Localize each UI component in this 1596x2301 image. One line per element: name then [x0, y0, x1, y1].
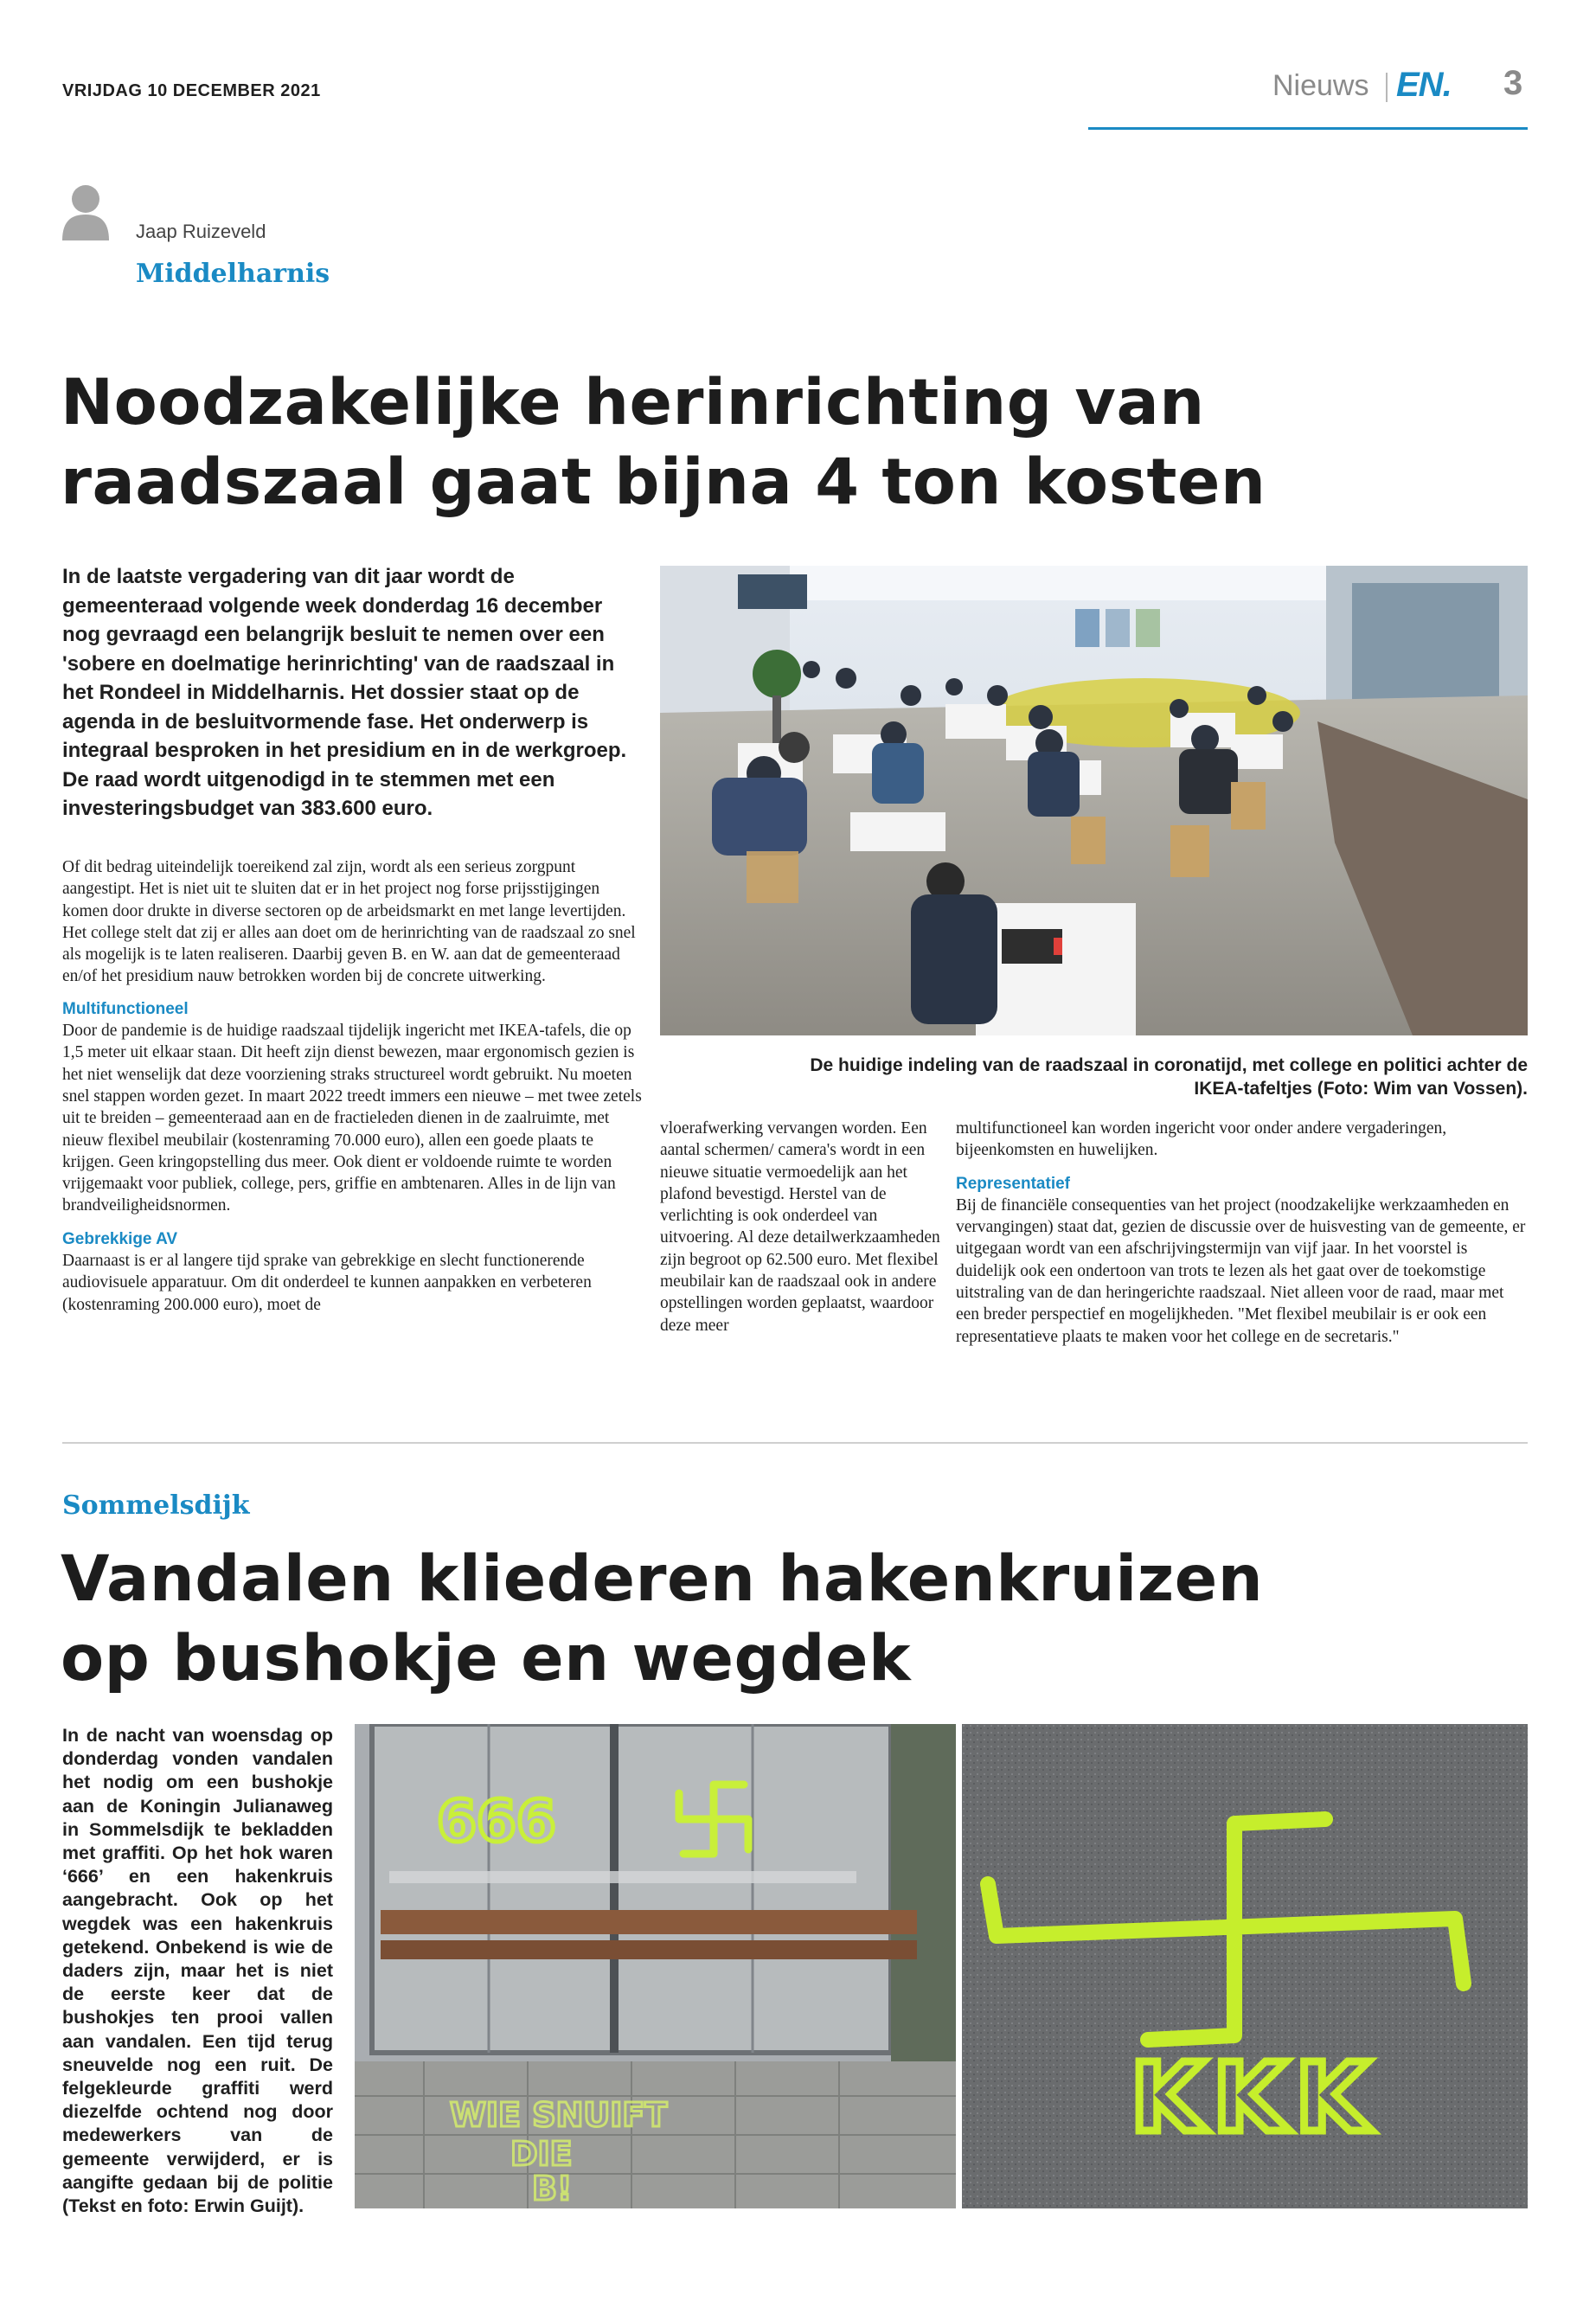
- body-paragraph: Bij de financiële consequenties van het project (noodzakelijke werkzaamheden en vervangingen) staat dat, gezien de discussie over de huisvesting van de gemeente, er uitgegaan wordt van een afschrijvingstermijn van vijf jaar. In het voorstel is duidelijk ook een ondertoon van trots te lezen als het gaat over de toekomstige uitstraling van de dan heringerichte raadszaal. Niet alleen voor de raad, maar met een breder perspectief en mogelijkheden. "Met flexibel meubilair is er ook een representatieve plaats te maken voor het college en de secretaris.": [956, 1195, 1526, 1346]
- graffiti-pavement-line: WIE SNUIFT: [450, 2096, 668, 2134]
- bus-shelter-photo: [355, 1724, 956, 2208]
- location-kicker: Sommelsdijk: [62, 1490, 250, 1521]
- body-column-1: [62, 856, 642, 1316]
- graffiti-kkk: KKK: [1131, 2042, 1378, 2153]
- subheading: Gebrekkige AV: [62, 1229, 178, 1248]
- section-divider: [1386, 73, 1388, 102]
- body-paragraph: Daarnaast is er al langere tijd sprake van gebrekkige en slecht functionerende audiovisuele apparatuur. Om dit onderdeel te kunnen aanpakken en verbeteren (kostenraming 200.000 euro), moet de: [62, 1252, 592, 1314]
- road-graffiti-photo: [962, 1724, 1528, 2208]
- author-name: Jaap Ruizeveld: [136, 221, 266, 242]
- newspaper-logo: EN.: [1396, 66, 1452, 104]
- issue-date: VRIJDAG 10 DECEMBER 2021: [62, 81, 321, 100]
- graffiti-pavement-line: B!: [532, 2170, 573, 2208]
- lead-paragraph: In de nacht van woensdag op donderdag vonden vandalen het nodig om een bushokje aan de Koningin Julianaweg in Sommelsdijk te bekladden met graffiti. Op het hok waren ‘666’ en een hakenkruis aangebracht. Ook op het wegdek was een hakenkruis getekend. Onbekend is wie de daders zijn, maar het is niet de eerste keer dat de bushokjes ten prooi vallen aan vandalen. Een tijd terug sneuvelde nog een ruit. De felgekleurde graffiti werd diezelfde ochtend nog door medewerkers van de gemeente verwijderd, er is aangifte gedaan bij de politie (Tekst en foto: Erwin Guijt).: [62, 1725, 333, 2217]
- author-avatar-icon: [61, 182, 111, 240]
- body-column-2: [660, 1118, 941, 1336]
- caption-line: IKEA-tafeltjes (Foto: Wim van Vossen).: [1194, 1079, 1528, 1099]
- headline-line: Noodzakelijke herinrichting van: [61, 366, 1205, 439]
- body-paragraph: Of dit bedrag uiteindelijk toereikend zal zijn, wordt als een serieus zorgpunt aangestipt. Het is niet uit te sluiten dat er in het project nog forse prijsstijgingen komen door drukte in diverse sectoren op de arbeidsmarkt en met lange levertijden. Het college stelt dat zij er alles aan doet om de herinrichting van de raadszaal zo snel als mogelijk is te laten realiseren. Daarbij geven B. en W. aan dat de gemeenteraad en/of het presidium nauw betrokken worden bij de concrete uitwerking.: [62, 858, 636, 986]
- page-number: 3: [1503, 64, 1523, 102]
- lead-paragraph: In de laatste vergadering van dit jaar wordt de gemeenteraad volgende week donderdag 16 december nog gevraagd een belangrijk besluit te nemen over een 'sobere en doelmatige herinrichting' van de raadszaal in het Rondeel in Middelharnis. Het dossier staat op de agenda in de besluitvormende fase. Het onderwerp is integraal besproken in het presidium en in de werkgroep. De raad wordt uitgenodigd in te stemmen met een investeringsbudget van 383.600 euro.: [62, 565, 627, 820]
- headline-line: Vandalen kliederen hakenkruizen: [61, 1542, 1264, 1616]
- graffiti-666: 666: [437, 1788, 556, 1855]
- headline-line: raadszaal gaat bijna 4 ton kosten: [61, 445, 1266, 519]
- body-paragraph: vloerafwerking vervangen worden. Een aantal schermen/ camera's wordt in een nieuwe situatie vermoedelijk aan het plafond bevestigd. Herstel van de verlichting is ook onderdeel van uitvoering. Al deze detailwerkzaamheden zijn begroot op 62.500 euro. Met flexibel meubilair kan de raadszaal ook in andere opstellingen worden geplaatst, waardoor deze meer: [660, 1119, 940, 1335]
- body-paragraph: Door de pandemie is de huidige raadszaal tijdelijk ingericht met IKEA-tafels, die op 1,5 meter uit elkaar staan. Dit heeft zijn dienst bewezen, maar ergonomisch gezien is het niet wenselijk dat deze voorziening straks structureel wordt gebruikt. Nu moeten snel stappen worden gezet. In maart 2022 treedt immers een nieuwe – met twee zetels uit te breiden – gemeenteraad aan en de fractieleden dienen in de zaalruimte, met nieuw flexibel meubilair (kostenraming 70.000 euro), allen een goede plaats te krijgen. Geen kringopstelling dus meer. Ook dient er voldoende ruimte te worden vrijgemaakt voor publiek, college, pers, griffie en ambtenaren. Alles in de lijn van brandveiligheidsnormen.: [62, 1022, 642, 1215]
- headline-line: op bushokje en wegdek: [61, 1622, 912, 1695]
- photo-caption: [660, 1054, 1528, 1100]
- section-label: Nieuws: [1272, 69, 1369, 102]
- body-paragraph: multifunctioneel kan worden ingericht voor onder andere vergaderingen, bijeenkomsten en huwelijken.: [956, 1119, 1447, 1160]
- header-rule: [1088, 127, 1528, 130]
- location-kicker: Middelharnis: [136, 259, 330, 289]
- body-column-3: [956, 1118, 1528, 1348]
- caption-line: De huidige indeling van de raadszaal in coronatijd, met college en politici achter de: [810, 1055, 1528, 1075]
- council-chamber-photo: [660, 566, 1528, 1035]
- headline: [61, 363, 1266, 522]
- subheading: Multifunctioneel: [62, 999, 189, 1018]
- headline: [61, 1540, 1263, 1699]
- graffiti-pavement-line: DIE: [510, 2135, 573, 2173]
- article-divider: [62, 1442, 1528, 1444]
- subheading: Representatief: [956, 1174, 1070, 1193]
